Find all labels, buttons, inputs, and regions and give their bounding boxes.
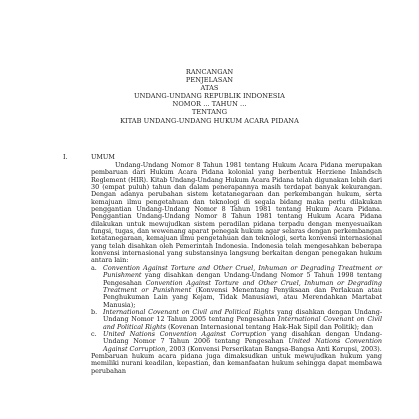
title-line-2: PENJELASAN: [185, 76, 234, 84]
list-item-c: [91, 331, 382, 353]
list-c-italic-mid: United Nations Convention Against Corruption: [103, 337, 383, 353]
list-marker-a: a.: [91, 264, 97, 272]
title-line-6: TENTANG: [191, 108, 228, 116]
list-item-a: [91, 265, 382, 309]
section-number: I.: [63, 153, 68, 161]
list-content-a: [103, 265, 382, 309]
title-line-5: NOMOR ... TAHUN ...: [172, 100, 247, 108]
list-marker-b: b.: [91, 308, 98, 316]
section-title: UMUM: [91, 153, 115, 161]
list-b-italic-mid: International Covenant on Civil and Political Rights: [103, 315, 382, 331]
list-c-text-end: , 2003 (Konvensi Perserikatan Bangsa-Bangsa Anti Korupsi, 2003).: [165, 344, 382, 353]
list-c-italic-lead: United Nations Convention Against Corruption: [103, 330, 267, 338]
list-item-b: [91, 309, 382, 331]
list-content-b: [103, 309, 382, 331]
list-b-italic-lead: International Covenant on Civil and Political Rights: [103, 308, 275, 316]
list-a-text: yang disahkan dengan Undang-Undang Nomor 5 Tahun 1998 tentang Pengesahan: [103, 271, 382, 287]
list-marker-c: c.: [91, 330, 97, 338]
title-line-4: UNDANG-UNDANG REPUBLIK INDONESIA: [134, 92, 285, 100]
title-line-3: ATAS: [200, 84, 219, 92]
list-a-italic-lead: Convention Against Torture and Other Cruel, Inhuman or Degrading Treatment or Punishment: [103, 264, 382, 280]
title-line-1: RANCANGAN: [185, 68, 234, 76]
closing-paragraph: Pembaruan hukum acara pidana juga dimaksudkan untuk mewujudkan hukum yang memiliki nurani keadilan, kepastian, dan kemanfaatan hukum sehingga dapat membawa perubahan: [91, 352, 382, 375]
list-a-text-end: (Konvensi Menentang Penyiksaan dan Perlakuan atau Penghukuman Lain yang Kejam, Tidak Manusiawi, atau Merendahkan Martabat Manusia);: [103, 286, 382, 309]
list-b-text-end: (Kovenan Internasional tentang Hak-Hak Sipil dan Politik); dan: [166, 322, 374, 331]
list-c-text: yang disahkan dengan Undang-Undang Nomor 7 Tahun 2006 tentang Pengesahan: [103, 330, 382, 346]
intro-paragraph: Undang-Undang Nomor 8 Tahun 1981 tentang Hukum Acara Pidana merupakan pembaruan dari Hukum Acara Pidana kolonial yang berbentuk Herziene Inlandsch Reglement (HIR). Kitab Undang-Undang Hukum Acara Pidana telah digunakan lebih dari 30 (empat puluh) tahun dan dalam penerapannya masih terdapat banyak kekurangan. Dengan adanya perubahan sistem ketatanegaraan dan perkembangan hukum, serta kemajuan ilmu pengetahuan dan teknologi di segala bidang maka perlu dilakukan penggantian Undang-Undang Nomor 8 Tahun 1981 tentang Hukum Acara Pidana. Penggantian Undang-Undang Nomor 8 Tahun 1981 tentang Hukum Acara Pidana dilakukan untuk mewujudkan sistem peradilan pidana terpadu dengan menyesuaikan fungsi, tugas, dan wewenang aparat penegak hukum agar selaras dengan perkembangan ketatanegaraan, kemajuan ilmu pengetahuan dan teknologi, serta konvensi internasional yang telah disahkan oleh Pemerintah Indonesia. Indonesia telah mengesahkan beberapa konvensi internasional yang substansinya langsung berkaitan dengan penegakan hukum antara lain:: [91, 161, 382, 265]
list-content-c: [103, 331, 382, 353]
list-b-text: yang disahkan dengan Undang-Undang Nomor 12 Tahun 2005 tentang Pengesahan: [103, 308, 382, 324]
list-a-italic-mid: Convention Against Torture and Other Cruel, Inhuman or Degrading Treatment or Punishment: [103, 278, 382, 295]
title-line-7: KITAB UNDANG-UNDANG HUKUM ACARA PIDANA: [120, 117, 299, 125]
